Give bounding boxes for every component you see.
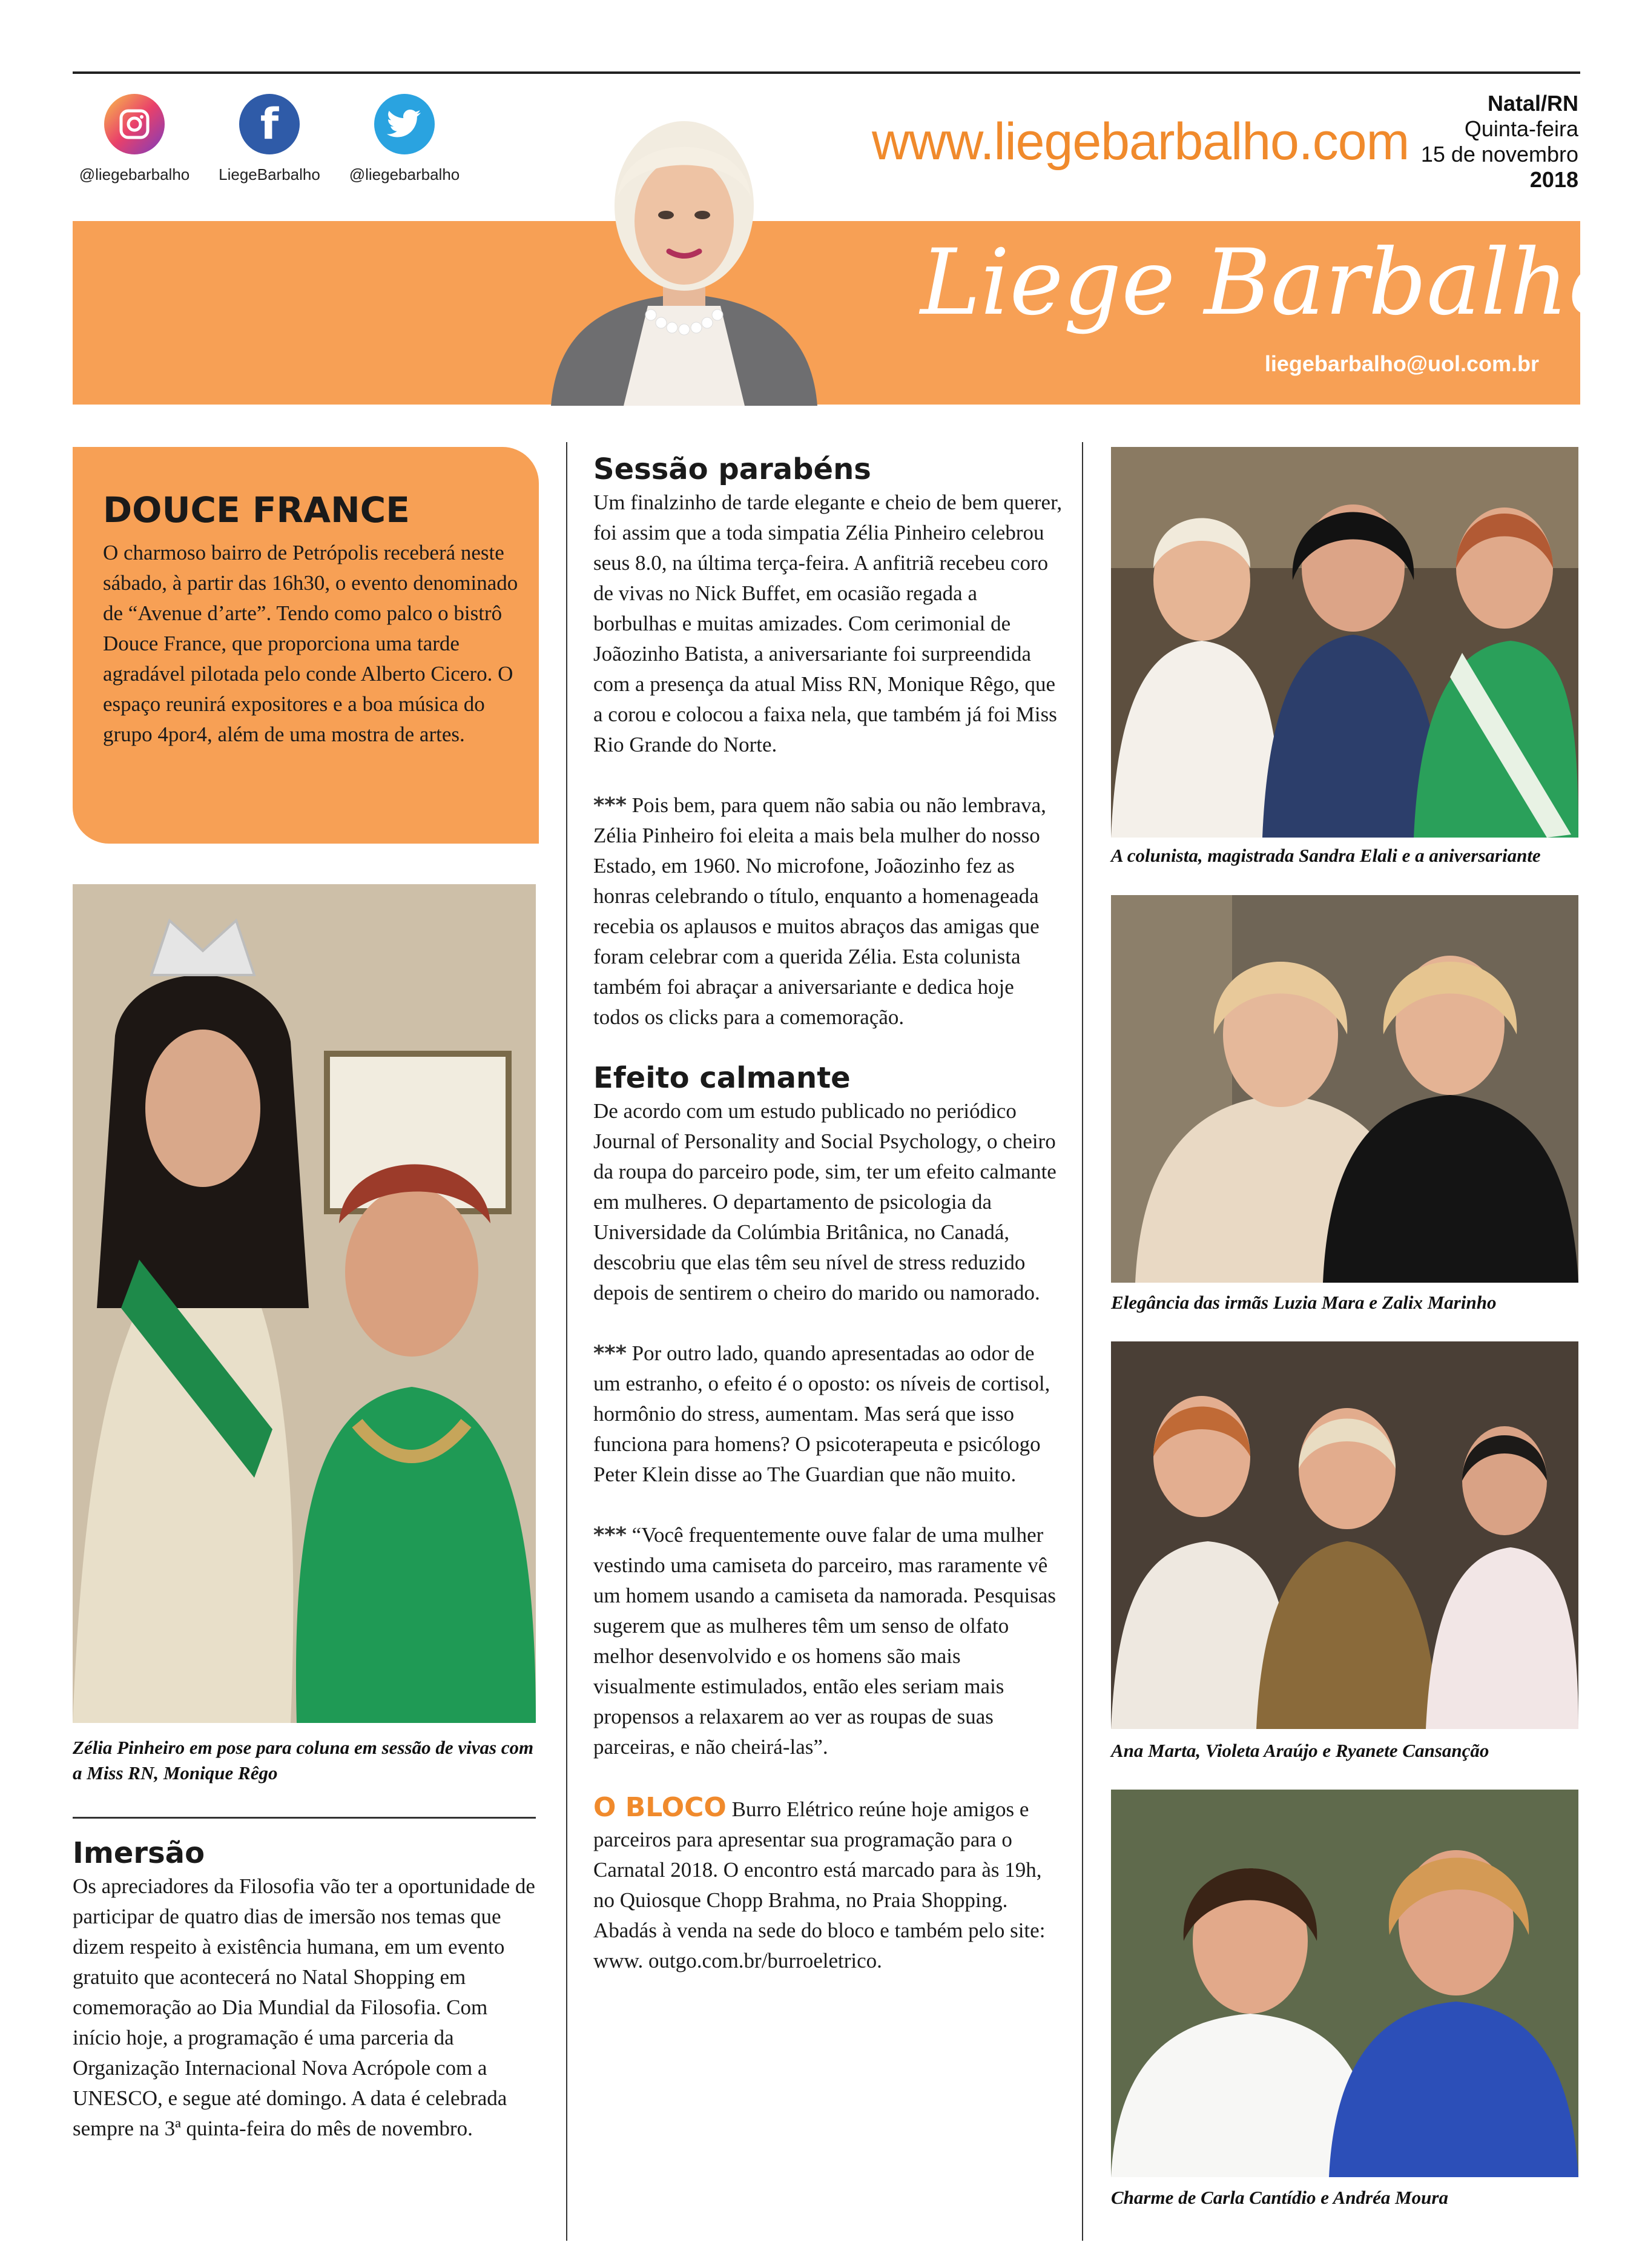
middle-column bbox=[593, 451, 1063, 1976]
twitter-icon bbox=[374, 94, 435, 154]
bloco-paragraph bbox=[593, 1793, 1063, 1976]
caption-photo-1: A colunista, magistrada Sandra Elali e a aniversariante bbox=[1111, 845, 1541, 866]
instagram-handle: @liegebarbalho bbox=[79, 165, 190, 183]
efeito-paragraph-2-text: Por outro lado, quando apresentadas ao odor de um estranho, o efeito é o oposto: os níveis de cortisol, hormônio do stress, aumentam. Mas será que isso funciona para homens? O psicoterapeuta e psicólogo Peter Klein disse ao The Guardian que não muito. bbox=[593, 1341, 1050, 1486]
website-link[interactable]: www.liegebarbalho.com bbox=[872, 113, 1409, 171]
social-instagram[interactable] bbox=[74, 94, 195, 184]
bloco-label: O BLOCO bbox=[593, 1792, 727, 1823]
twitter-handle: @liegebarbalho bbox=[349, 165, 460, 183]
social-facebook[interactable] bbox=[209, 94, 330, 184]
imersao-title: Imersão bbox=[73, 1836, 205, 1870]
sessao-paragraph-2 bbox=[593, 790, 1063, 1033]
columnist-portrait bbox=[533, 76, 836, 406]
sessao-title: Sessão parabéns bbox=[593, 452, 871, 486]
column-divider-left bbox=[566, 442, 567, 2241]
date: 15 de novembro bbox=[1420, 142, 1578, 167]
city: Natal/RN bbox=[1487, 91, 1578, 116]
social-twitter[interactable] bbox=[344, 94, 465, 184]
top-rule bbox=[73, 71, 1580, 74]
stars-marker: *** bbox=[593, 793, 627, 818]
efeito-title: Efeito calmante bbox=[593, 1061, 851, 1095]
columnist-name: Liege Barbalho bbox=[920, 230, 1623, 336]
column-divider-right bbox=[1082, 442, 1083, 2241]
douce-france-box bbox=[73, 447, 539, 844]
left-divider bbox=[73, 1817, 536, 1819]
efeito-paragraph-3-text: “Você frequentemente ouve falar de uma mulher vestindo uma camiseta do parceiro, mas raramente vê um homem usando a camiseta da namorada. Pesquisas sugerem que as mulheres têm um senso de olfato melhor desenvolvido e os homens são mais visualmente estimulados, então eles seriam mais propensos a relaxarem ao ver as roupas de suas parceiras, e não cheirá-las”. bbox=[593, 1523, 1056, 1759]
imersao-article bbox=[73, 1835, 536, 2144]
douce-france-body: O charmoso bairro de Petrópolis receberá neste sábado, à partir das 16h30, o evento denominado de “Avenue d’arte”. Tendo como palco o bistrô Douce France, que proporciona uma tarde agradável pilotada pelo conde Alberto Cicero. O espaço reunirá expositores e a boa música do grupo 4por4, além de uma mostra de artes. bbox=[103, 541, 518, 746]
edition-date bbox=[1421, 91, 1578, 193]
columnist-email[interactable]: liegebarbalho@uol.com.br bbox=[1264, 351, 1539, 376]
imersao-body: Os apreciadores da Filosofia vão ter a oportunidade de participar de quatro dias de imersão nos temas que dizem respeito à existência humana, em um evento gratuito que acontecerá no Natal Shopping em comemoração ao Dia Mundial da Filosofia. Com início hoje, a programação é uma parceria da Organização Internacional Nova Acrópole com a UNESCO, e segue até domingo. A data é celebrada sempre na 3ª quinta-feira do mês de novembro. bbox=[73, 1874, 535, 2140]
photo-colunista-sandra-aniversariante bbox=[1111, 447, 1578, 838]
photo-luzia-zalix bbox=[1111, 895, 1578, 1283]
photo-carla-andrea bbox=[1111, 1790, 1578, 2177]
facebook-handle: LiegeBarbalho bbox=[219, 165, 320, 183]
efeito-paragraph-1: De acordo com um estudo publicado no periódico Journal of Personality and Social Psychology, o cheiro da roupa do parceiro pode, sim, ter um efeito calmante em mulheres. O departamento de psicologia da Universidade da Colúmbia Britânica, no Canadá, descobriu que elas têm seu nível de stress reduzido depois de sentirem o cheiro do marido ou namorado. bbox=[593, 1099, 1057, 1304]
stars-marker: *** bbox=[593, 1341, 627, 1366]
photo-ana-violeta-ryanete bbox=[1111, 1341, 1578, 1729]
efeito-paragraph-3 bbox=[593, 1520, 1063, 1762]
stars-marker: *** bbox=[593, 1523, 627, 1547]
facebook-icon: f bbox=[239, 94, 300, 154]
instagram-icon bbox=[104, 94, 165, 154]
year: 2018 bbox=[1529, 167, 1578, 192]
caption-zelia-miss-rn: Zélia Pinheiro em pose para coluna em sessão de vivas com a Miss RN, Monique Rêgo bbox=[73, 1737, 534, 1784]
efeito-paragraph-2 bbox=[593, 1338, 1063, 1490]
sessao-paragraph-2-text: Pois bem, para quem não sabia ou não lembrava, Zélia Pinheiro foi eleita a mais bela mulher do nosso Estado, em 1960. No microfone, Joãozinho fez as honras celebrando o título, enquanto a homenageada recebia os aplausos e muitos abraços das amigas que foram celebrar com a querida Zélia. Esta colunista também foi abraçar a aniversariante e dedica hoje todos os clicks para a comemoração. bbox=[593, 793, 1046, 1029]
caption-photo-2: Elegância das irmãs Luzia Mara e Zalix Marinho bbox=[1111, 1292, 1497, 1313]
douce-france-title: DOUCE FRANCE bbox=[103, 489, 410, 531]
weekday: Quinta-feira bbox=[1464, 116, 1578, 141]
caption-photo-3: Ana Marta, Violeta Araújo e Ryanete Cansanção bbox=[1111, 1740, 1489, 1761]
bloco-text: Burro Elétrico reúne hoje amigos e parceiros para apresentar sua programação para o Carnatal 2018. O encontro está marcado para às 19h, no Quiosque Chopp Brahma, no Praia Shopping. Abadás à venda na sede do bloco e também pelo site: www. outgo.com.br/burroeletrico. bbox=[593, 1797, 1046, 1972]
photo-zelia-miss-rn bbox=[73, 884, 536, 1723]
sessao-paragraph-1: Um finalzinho de tarde elegante e cheio de bem querer, foi assim que a toda simpatia Zélia Pinheiro celebrou seus 8.0, na última terça-feira. A anfitriã recebeu coro de vivas no Nick Buffet, em ocasião regada a borbulhas e muitas amizades. Com cerimonial de Joãozinho Batista, a aniversariante foi surpreendida com a presença da atual Miss RN, Monique Rêgo, que a corou e colocou a faixa nela, que também já foi Miss Rio Grande do Norte. bbox=[593, 491, 1063, 756]
caption-photo-4: Charme de Carla Cantídio e Andréa Moura bbox=[1111, 2187, 1448, 2208]
